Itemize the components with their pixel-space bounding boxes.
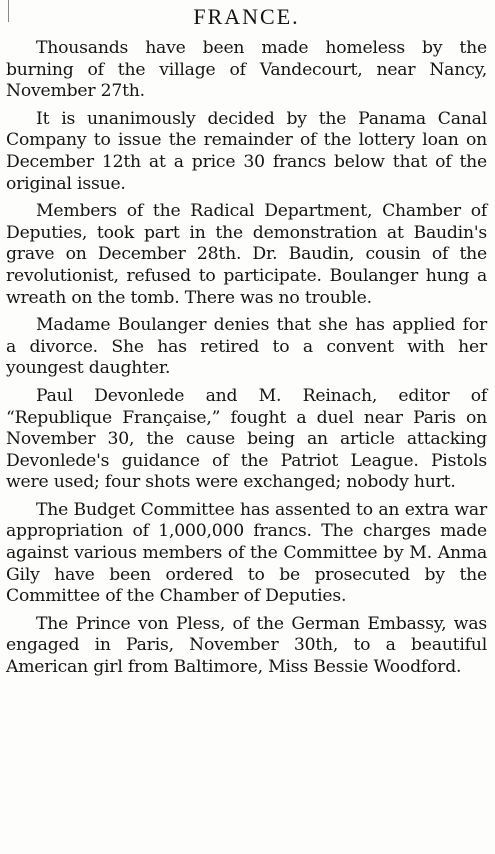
paragraph-duel: Paul Devonlede and M. Reinach, editor of “Republique Française,” fought a duel near Paris on November 30, the cause being an article attacking Devonlede's guidance of the Patriot League. Pistols were used; four shots were exchanged; nobody hurt. [6,385,487,493]
paragraph-prince-von-pless: The Prince von Pless, of the German Embassy, was engaged in Paris, November 30th, to a beautiful American girl from Baltimore, Miss Bessie Woodford. [6,613,487,678]
column-rule [8,0,9,22]
paragraph-panama-canal-loan: It is unanimously decided by the Panama Canal Company to issue the remainder of the lottery loan on December 12th at a price 30 francs below that of the original issue. [6,108,487,194]
paragraph-vandecourt-fire: Thousands have been made homeless by the burning of the village of Vandecourt, near Nancy, November 27th. [6,38,487,102]
headline: FRANCE. [193,4,300,29]
paragraph-budget-committee: The Budget Committee has assented to an extra war appropriation of 1,000,000 francs. The charges made against various members of the Committee by M. Anma Gily have been ordered to be prosecuted by the Committee of the Chamber of Deputies. [6,499,487,607]
paragraph-madame-boulanger: Madame Boulanger denies that she has applied for a divorce. She has retired to a convent with her youngest daughter. [6,315,487,379]
paragraph-baudin-demonstration: Members of the Radical Department, Chamber of Deputies, took part in the demonstration at Baudin's grave on December 28th. Dr. Baudin, cousin of the revolutionist, refused to participate. Boulanger hung a wreath on the tomb. There was no trouble. [6,201,487,308]
